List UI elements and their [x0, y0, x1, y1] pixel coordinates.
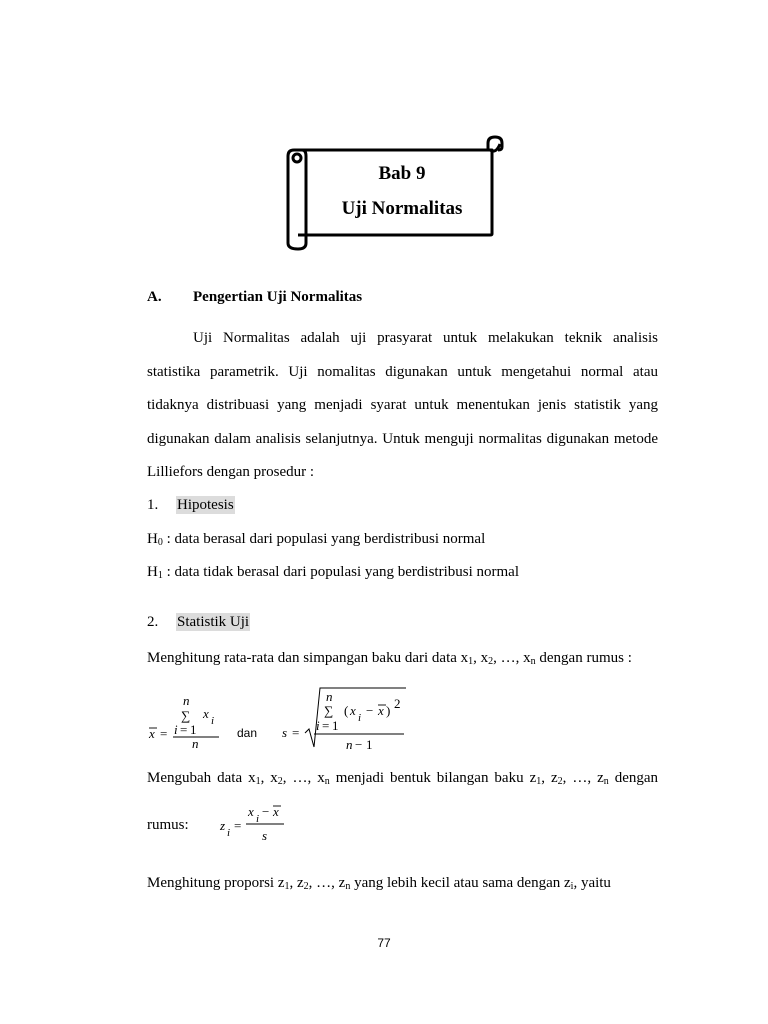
- svg-text:2: 2: [394, 696, 401, 711]
- std-dev-formula: [278, 683, 408, 753]
- svg-text:−: −: [262, 804, 270, 819]
- chapter-title: Uji Normalitas: [341, 198, 463, 219]
- svg-text:x: x: [203, 706, 209, 721]
- hypothesis-h1: $H_1$ : data tidak berasal dari populasi yang berdistribusi normal: [147, 564, 519, 581]
- svg-text:x: x: [149, 726, 155, 741]
- svg-text:i: i: [227, 827, 231, 839]
- svg-text:n: n: [346, 737, 353, 752]
- mean-sd-instruction: Menghitung rata-rata dan simpangan baku dari data $x_1$, $x_2$, …, $x_n$ dengan rumus :: [147, 650, 632, 667]
- step-1-number: 1.: [147, 497, 159, 513]
- step-1-title: Hipotesis: [177, 497, 234, 513]
- chapter-banner: [282, 133, 506, 251]
- formula-connector: dan: [237, 726, 258, 740]
- section-title: Pengertian Uji Normalitas: [193, 289, 363, 305]
- svg-text:i: i: [211, 715, 215, 727]
- svg-text:s: s: [262, 828, 268, 843]
- svg-text:−: −: [366, 703, 374, 718]
- step-2-title: Statistik Uji: [177, 614, 250, 630]
- step-2-heading: [147, 614, 250, 631]
- svg-text:=: =: [234, 818, 242, 833]
- svg-text:n: n: [192, 736, 199, 751]
- svg-text:−: −: [355, 737, 363, 752]
- svg-text:x: x: [378, 703, 384, 718]
- z-score-formula: [216, 802, 288, 846]
- rumus-label: rumus:: [147, 817, 189, 833]
- svg-text:=: =: [180, 722, 188, 737]
- svg-text:i: i: [316, 718, 320, 733]
- svg-text:1: 1: [190, 722, 197, 737]
- svg-text:n: n: [183, 693, 190, 708]
- svg-text:i: i: [174, 722, 178, 737]
- svg-text:=: =: [322, 718, 330, 733]
- svg-text:n: n: [326, 689, 333, 704]
- svg-text:1: 1: [332, 718, 339, 733]
- svg-text:∑: ∑: [324, 703, 334, 718]
- svg-text:): ): [386, 703, 391, 718]
- chapter-number: Bab 9: [378, 163, 426, 184]
- section-heading: [147, 289, 362, 306]
- svg-text:(: (: [344, 703, 349, 718]
- section-label: A.: [147, 289, 162, 305]
- proportion-instruction: Menghitung proporsi $z_1$, $z_2$, …, $z_n$ yang lebih kecil atau sama dengan $z_i$, yaitu: [147, 875, 611, 892]
- svg-text:=: =: [160, 726, 168, 741]
- standardize-instruction: Mengubah data $x_1$, $x_2$, …, $x_n$ menjadi bentuk bilangan baku $z_1$, $z_2$, …, $z_n$ dengan: [147, 770, 659, 787]
- page-number: 77: [377, 936, 391, 950]
- svg-text:z: z: [220, 818, 226, 833]
- svg-text:1: 1: [366, 737, 373, 752]
- svg-text:x: x: [350, 703, 356, 718]
- svg-text:x: x: [248, 804, 254, 819]
- svg-text:i: i: [358, 712, 362, 724]
- hypothesis-h0: $H_0$ : data berasal dari populasi yang berdistribusi normal: [147, 531, 486, 548]
- svg-text:∑: ∑: [181, 708, 191, 723]
- svg-text:i: i: [256, 813, 260, 825]
- step-2-number: 2.: [147, 614, 159, 630]
- svg-text:x: x: [273, 804, 279, 819]
- intro-paragraph: Uji Normalitas adalah uji prasyarat untuk melakukan teknik analisis statistika parametrik. Uji nomalitas digunakan untuk mengetahui normal atau tidaknya distribuasi yang menjadi syarat untuk menentukan jenis statistik yang digunakan dalam analisis selanjutnya. Untuk menguji normalitas digunakan metode Lilliefors dengan prosedur :: [147, 330, 658, 480]
- svg-text:=: =: [292, 725, 300, 740]
- mean-formula: [145, 690, 235, 752]
- svg-text:s: s: [282, 725, 288, 740]
- step-1-heading: [147, 497, 235, 514]
- scroll-banner-graphic: [282, 133, 506, 251]
